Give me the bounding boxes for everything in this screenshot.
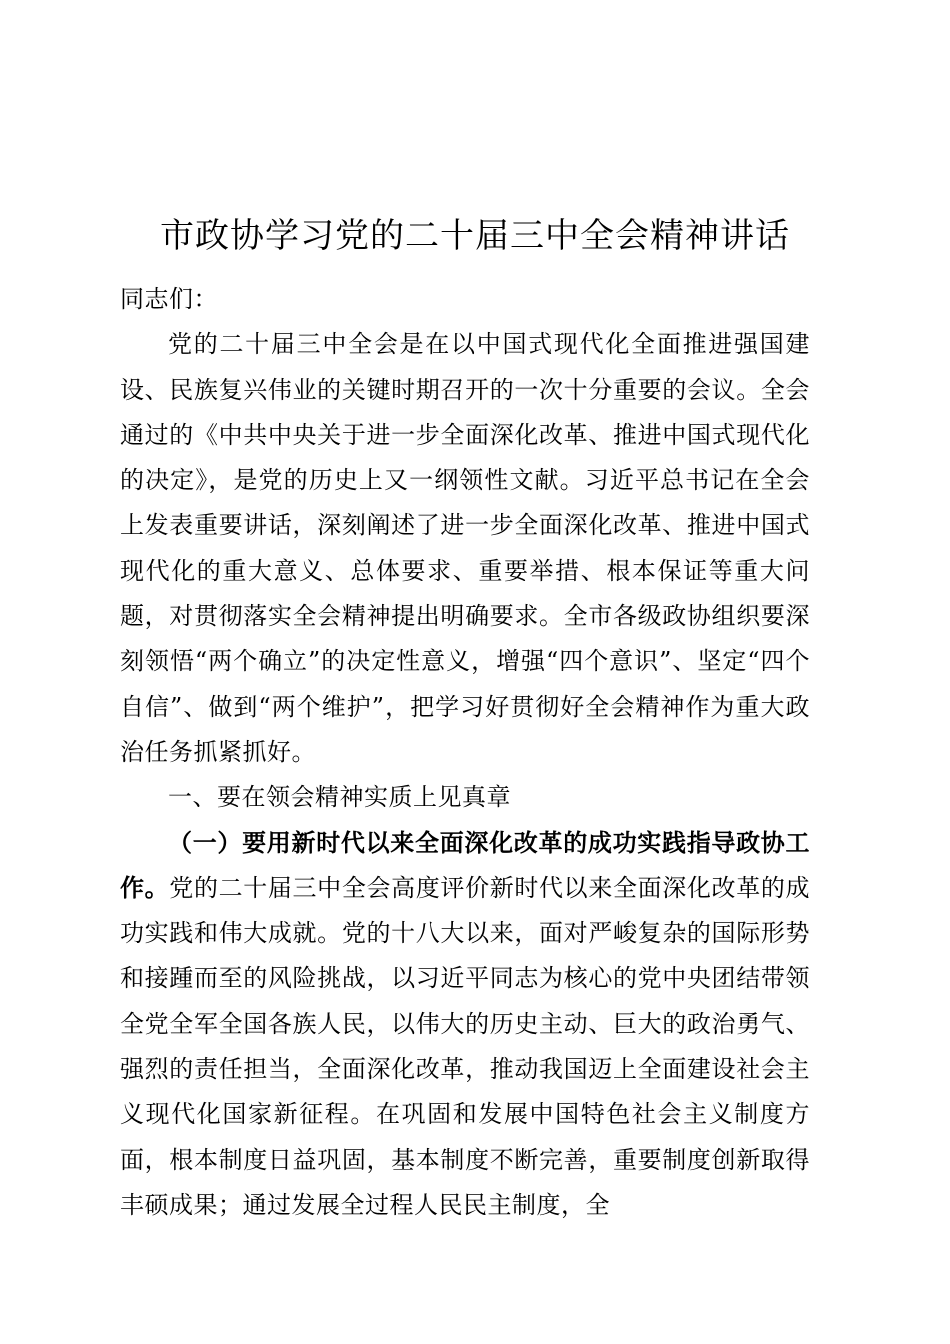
subsection-paragraph <box>120 821 810 1229</box>
subsection-text: 党的二十届三中全会高度评价新时代以来全面深化改革的成功实践和伟大成就。党的十八大以来，面对严峻复杂的国际形势和接踵而至的风险挑战，以习近平同志为核心的党中央团结带领全党全军全国各族人民，以伟大的历史主动、巨大的政治勇气、强烈的责任担当，全面深化改革，推动我国迈上全面建设社会主义现代化国家新征程。在巩固和发展中国特色社会主义制度方面，根本制度日益巩固，基本制度不断完善，重要制度创新取得丰硕成果；通过发展全过程人民民主制度，全 <box>120 873 810 1219</box>
section-heading: 一、要在领会精神实质上见真章 <box>168 783 511 812</box>
subsection-heading: （一）要用新时代以来全面深化改革的成功实践指导政协工作。 <box>120 828 810 902</box>
document-title: 市政协学习党的二十届三中全会精神讲话 <box>160 216 790 256</box>
document-body <box>120 277 810 1228</box>
intro-paragraph: 党的二十届三中全会是在以中国式现代化全面推进强国建设、民族复兴伟业的关键时期召开的一次十分重要的会议。全会通过的《中共中央关于进一步全面深化改革、推进中国式现代化的决定》，是党的历史上又一纲领性文献。习近平总书记在全会上发表重要讲话，深刻阐述了进一步全面深化改革、推进中国式现代化的重大意义、总体要求、重要举措、根本保证等重大问题，对贯彻落实全会精神提出明确要求。全市各级政协组织要深刻领悟“两个确立”的决定性意义，增强“四个意识”、坚定“四个自信”、做到“两个维护”，把学习好贯彻好全会精神作为重大政治任务抓紧抓好。 <box>120 330 810 766</box>
salutation: 同志们： <box>120 285 218 313</box>
